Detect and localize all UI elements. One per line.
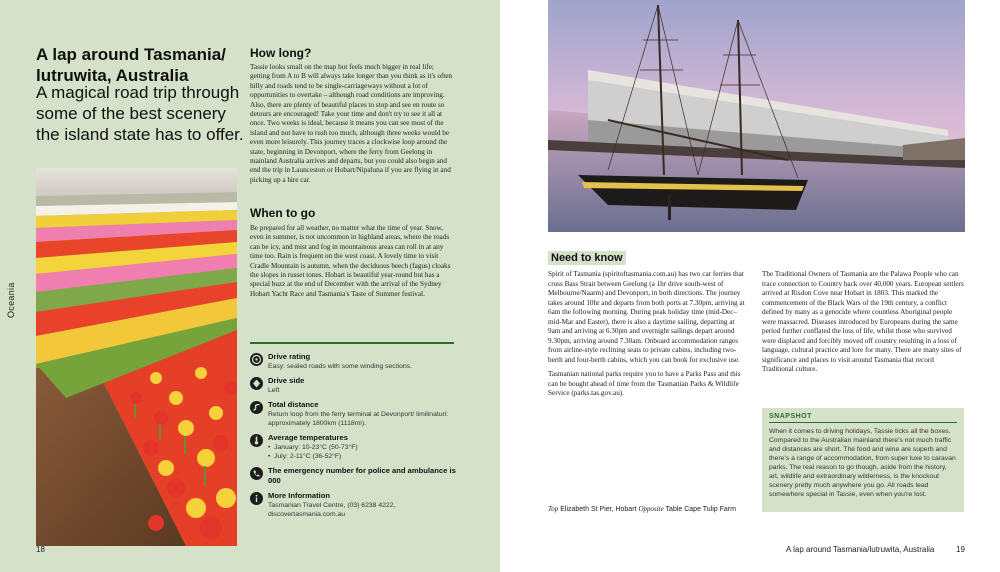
fact-title: Drive side	[268, 376, 305, 385]
tulip-field-photo	[36, 168, 237, 546]
caption-top-label: Top	[548, 505, 559, 513]
fact-title: Drive rating	[268, 352, 311, 361]
page-subtitle: A magical road trip through some of the best scenery the island state has to offer.	[36, 83, 244, 144]
fact-more-information	[250, 491, 460, 519]
fact-drive-side	[250, 376, 460, 395]
photo-caption	[548, 505, 736, 513]
section-side-label	[6, 268, 22, 328]
traditional-owners-paragraph: The Traditional Owners of Tasmania are the Palawa People who can trace connection to Country back over 40,000 years. European settlers arrived at Risdon Cove near Hobart in 1803. This marked the commencement of the Black Wars of the 19th century, a conflict defined by many as a genocide where countless Aboriginal people were massacred. Diseases introduced by Europeans during the same period further conflated the loss of life, whilst those who survived were displaced and forcibly moved off country resulting in a loss of language, cultural practice and lore for many. There are many sites of significance and places to visit around Tasmania that record Traditional culture.	[762, 270, 964, 373]
road-sign-icon	[250, 377, 263, 390]
snapshot-box	[762, 408, 964, 512]
fact-text: Return loop from the ferry terminal at Devonport/ limilinaturi: approximately 1800km (1118mi).	[268, 411, 449, 427]
side-label-text: Oceania	[6, 282, 16, 318]
info-website-link[interactable]: discovertasmania.com.au	[268, 511, 346, 518]
need-to-know-column-b	[762, 270, 964, 375]
trip-facts	[250, 352, 460, 524]
when-to-go-text: Be prepared for all weather, no matter what the time of year. Snow, even in summer, is not uncommon in highland areas, where the roads can be icy, and mist and fog in mountainous areas can roll in at any time too. Rain is frequent on the west coast. A lovely time to visit Cradle Mountain is autumn, when the deciduous beech (fagus) cloaks the slopes in russet tones. Hobart is beautiful year-round but has a special buzz at the end of December with the arrival of the Sydney Hobart Yacht Race and Tasmania's Taste of Summer festival.	[250, 224, 451, 298]
fact-total-distance	[250, 400, 460, 428]
caption-opposite-text: Table Cape Tulip Farm	[665, 506, 736, 513]
how-long-heading: How long?	[250, 46, 312, 60]
facts-divider	[250, 342, 454, 344]
route-icon	[250, 401, 263, 414]
need-to-know-heading: Need to know	[548, 251, 626, 265]
snapshot-label: SNAPSHOT	[769, 413, 812, 420]
harbour-ship-photo	[548, 0, 965, 232]
running-footer-title: A lap around Tasmania/lutruwita, Australia	[786, 545, 935, 554]
snapshot-text: When it comes to driving holidays, Tassie ticks all the boxes. Compared to the Australian mainland there's not much traffic and distances are short. The food and wine are superb and there's a range of accommodation, from super luxe to caravan parks. The real reason to go though, aside from the history, art, wildlife and extraordinary wilderness, is the knockout scenery pretty much anywhere you go. All roads lead somewhere special in Tassie, even when you're lost.	[769, 428, 956, 498]
fact-title: The emergency number for police and ambulance is 000	[268, 466, 456, 485]
fact-title: More Information	[268, 491, 331, 500]
when-to-go-heading: When to go	[250, 206, 316, 220]
fact-title: Average temperatures	[268, 433, 348, 442]
temperature-july: • July: 2-11°C (36-52°F)	[268, 452, 460, 461]
fact-text: Tasmanian Travel Centre, (03) 6238 4222,	[268, 502, 396, 509]
thermometer-icon	[250, 434, 263, 447]
fact-drive-rating	[250, 352, 460, 371]
page-number: 19	[956, 545, 965, 554]
caption-top-text: Elizabeth St Pier, Hobart	[560, 506, 637, 513]
steering-wheel-icon	[250, 353, 263, 366]
temperature-list	[268, 443, 460, 461]
need-to-know-column-a	[548, 270, 748, 399]
phone-icon	[250, 467, 263, 480]
fact-average-temperatures	[250, 433, 460, 461]
caption-opposite-label: Opposite	[638, 505, 664, 513]
ferry-paragraph: Spirit of Tasmania (spiritoftasmania.com.au) has two car ferries that cross Bass Strait between Geelong (a 1hr drive south-west of Melbourne/Naarm) and Devonport, in both directions. The journey takes around 10hr and departs from both ports at 7.30pm, arriving at 6am the following morning. During peak holiday time (mid-Dec–mid-Mar and Easter), there is also a daytime sailing, departing at 9am and arriving at 6.30pm and overnight sailings depart around 9.30pm, arriving around 7.30am. Onboard accommodation ranges from airline-style reclining seats to private cabins, including two-berth and four-berth cabins, which you can book for exclusive use.	[548, 270, 745, 364]
fact-emergency-number	[250, 466, 460, 486]
page-number: 18	[36, 545, 45, 554]
parks-paragraph: Tasmanian national parks require you to have a Parks Pass and this can be bought ahead of time from the Tasmanian Parks & Wildlife Service (parks.tas.gov.au).	[548, 370, 741, 397]
how-long-text: Tassie looks small on the map but feels much bigger in real life; getting from A to B will always take longer than you think as it's often hilly and roads tend to be single-carriageways without a lot of opportunities to overtake – although road conditions are improving. Also, there are plenty of beautiful places to stop and see en route so detours are encouraged! Take your time and don't try to see it all at once. Two weeks is ideal, because it means you can see most of the island and not have to rush too much, although three weeks would be even more leisurely. This journey traces a clockwise loop around the state, beginning in Devonport, where the ferry from Geelong in mainland Australia arrives and departs, but you could also begin and end the trip in Launceston or Hobart/Nipaluna if you are flying in and picking up a hire car.	[250, 63, 453, 184]
info-icon	[250, 492, 263, 505]
snapshot-divider	[769, 422, 957, 423]
fact-text: Left	[268, 387, 280, 394]
fact-title: Total distance	[268, 400, 319, 409]
fact-text: Easy: sealed roads with some winding sections.	[268, 363, 412, 370]
temperature-january: • January: 10-23°C (50-73°F)	[268, 443, 460, 452]
page-title: A lap around Tasmania/ lutruwita, Australia	[36, 45, 226, 85]
